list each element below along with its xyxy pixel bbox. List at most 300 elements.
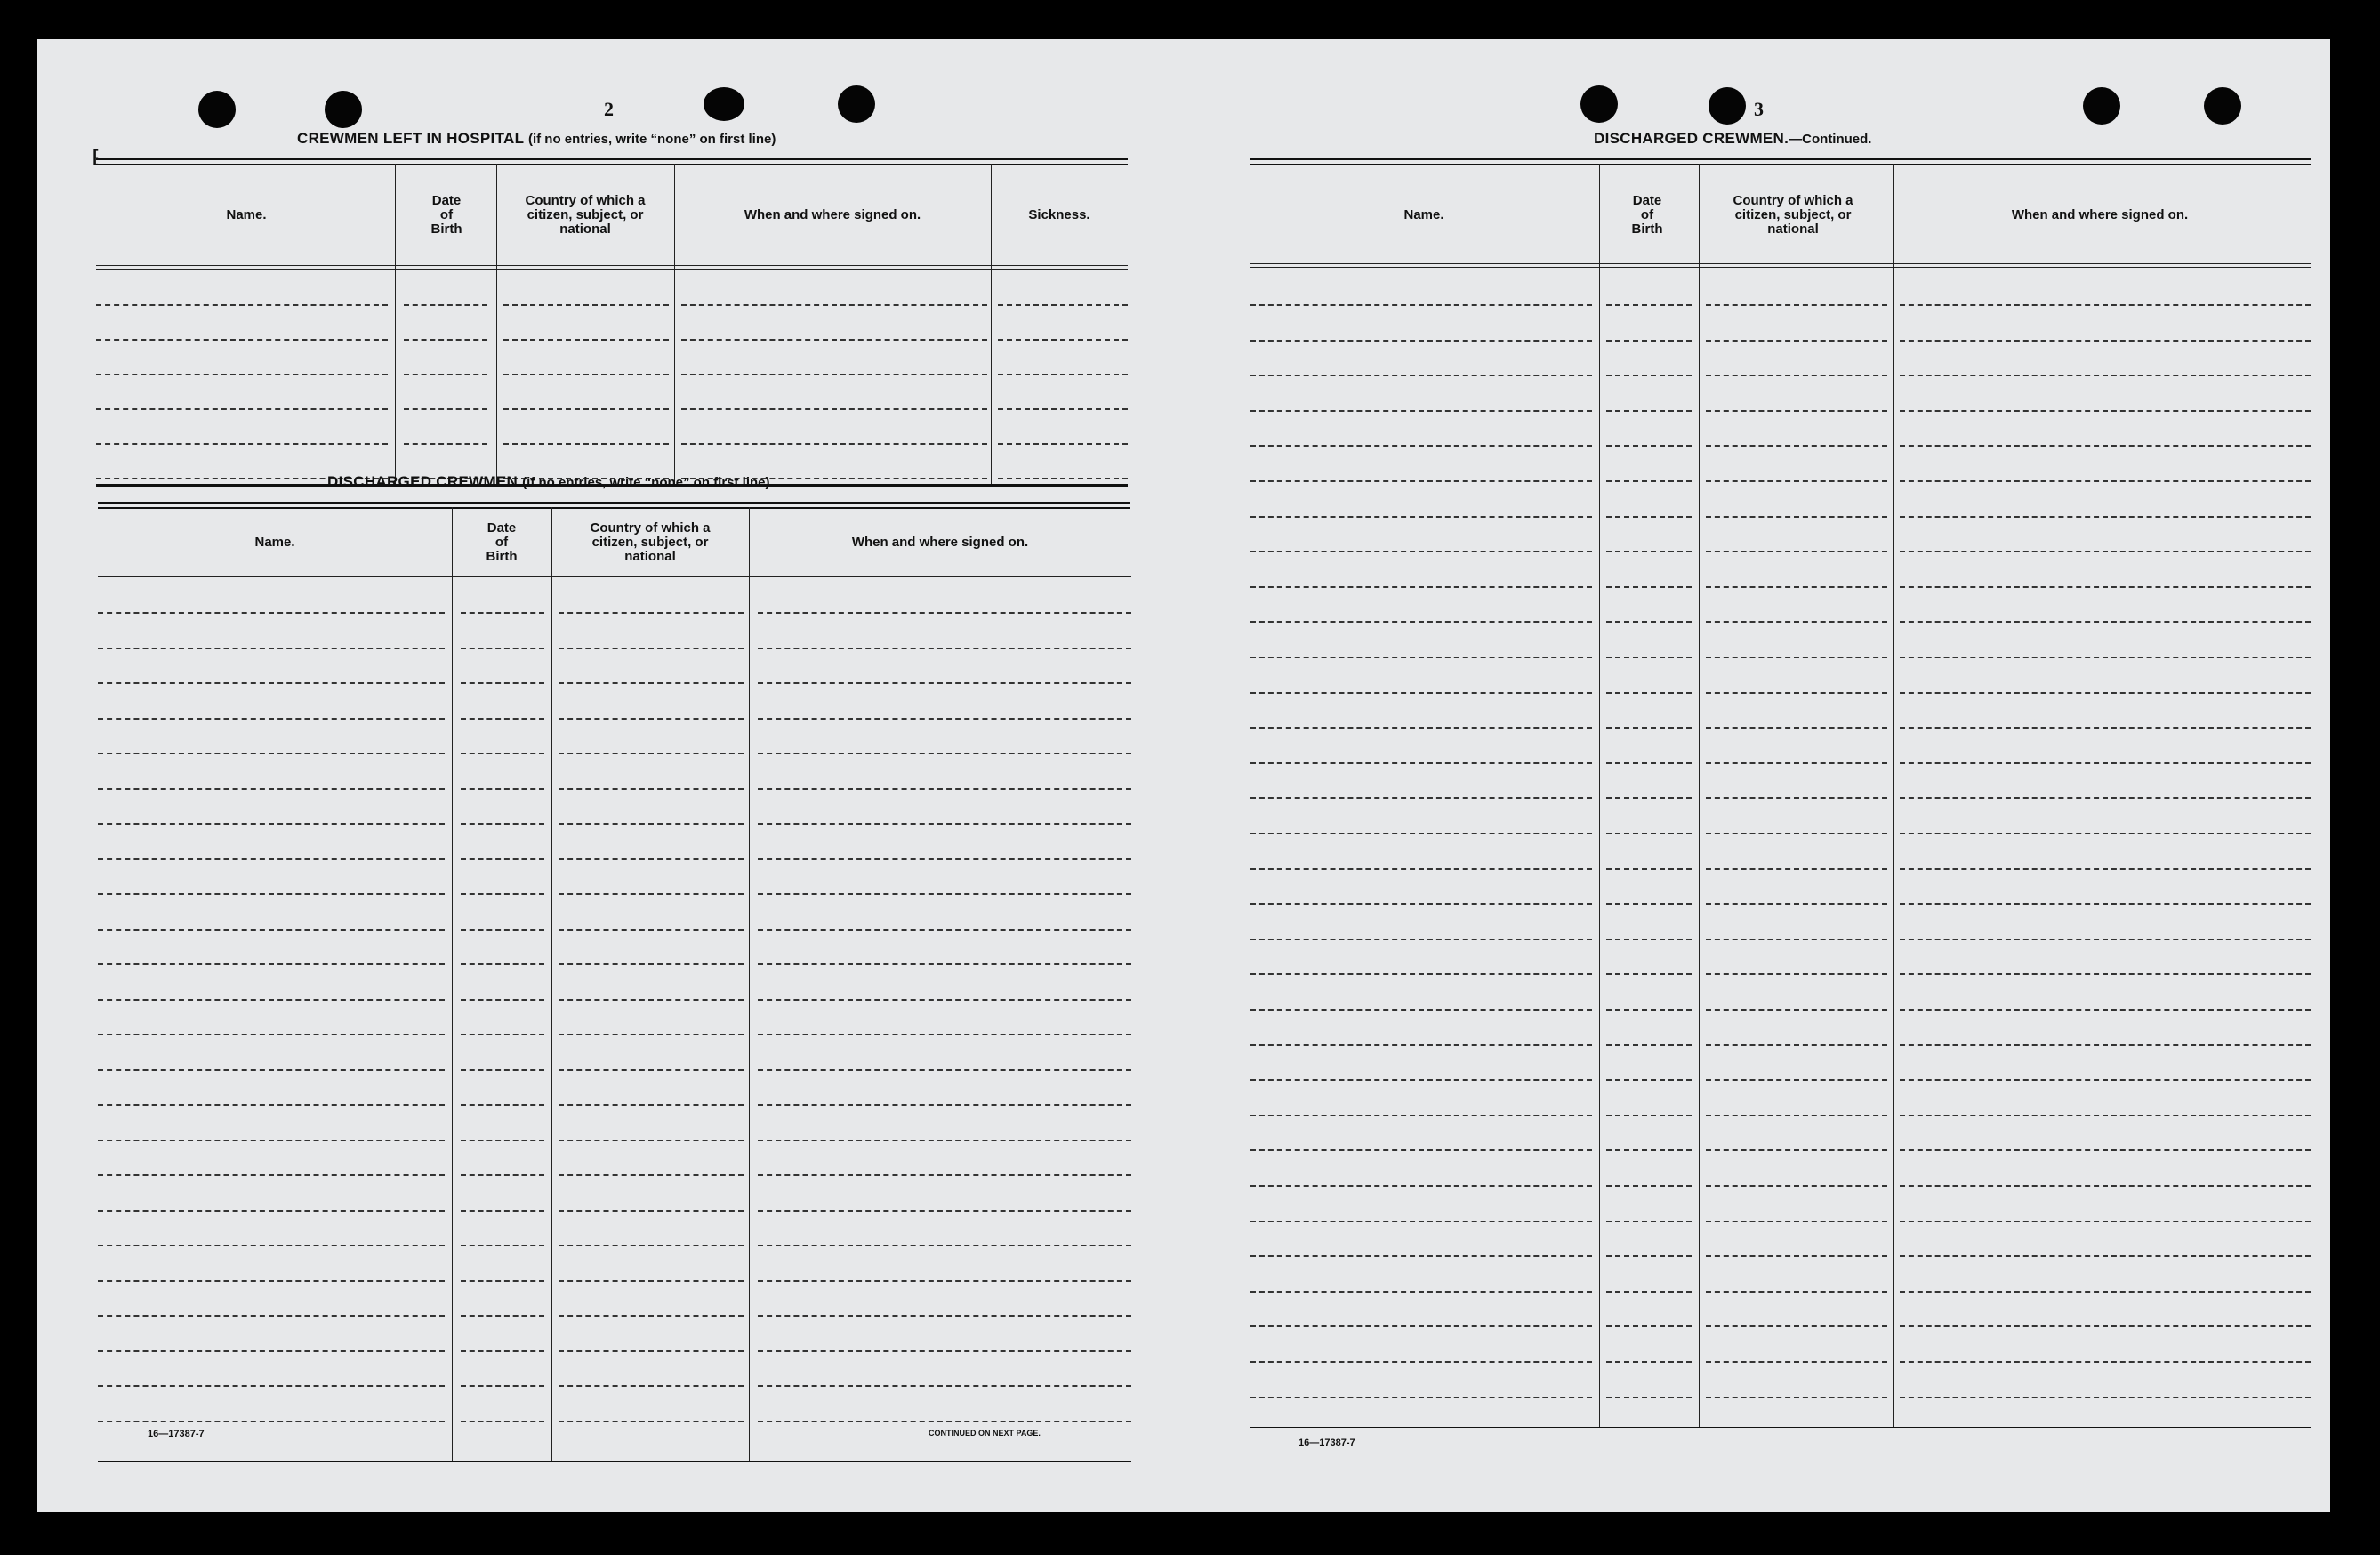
entry-line: [1706, 1044, 1887, 1046]
col-divider: [674, 164, 675, 484]
entry-line: [1900, 1255, 2311, 1257]
entry-line: [1706, 551, 1887, 552]
entry-line: [1606, 833, 1692, 834]
col-divider: [991, 164, 992, 484]
table-bottom-line: [98, 1461, 1131, 1462]
entry-line: [1900, 586, 2311, 588]
entry-line: [1900, 1079, 2311, 1081]
entry-line: [758, 1069, 1131, 1071]
entry-line: [461, 718, 544, 720]
entry-line: [1250, 762, 1592, 764]
entry-line: [1900, 797, 2311, 799]
entry-line: [461, 1350, 544, 1352]
discharged-title-text: DISCHARGED CREWMEN: [327, 473, 519, 490]
entry-line: [461, 1245, 544, 1246]
entry-line: [1900, 1291, 2311, 1293]
entry-line: [96, 408, 388, 410]
entry-line: [98, 682, 445, 684]
entry-line: [758, 893, 1131, 895]
col-divider: [551, 507, 552, 1461]
entry-line: [1250, 1361, 1592, 1363]
entry-line: [98, 858, 445, 860]
entry-line: [559, 893, 744, 895]
entry-line: [461, 1104, 544, 1106]
header-underline: [1250, 267, 2311, 268]
entry-line: [998, 408, 1128, 410]
entry-line: [1250, 797, 1592, 799]
entry-line: [998, 339, 1128, 341]
entry-line: [559, 999, 744, 1001]
entry-line: [1250, 868, 1592, 870]
entry-line: [559, 929, 744, 931]
entry-line: [461, 753, 544, 754]
header-underline: [96, 265, 1128, 266]
entry-line: [559, 648, 744, 649]
entry-line: [461, 1315, 544, 1317]
entry-line: [98, 1210, 445, 1212]
entry-line: [404, 304, 487, 306]
entry-line: [1900, 1325, 2311, 1327]
entry-line: [758, 612, 1131, 614]
entry-line: [461, 1140, 544, 1141]
entry-line: [1900, 692, 2311, 694]
entry-line: [1250, 1044, 1592, 1046]
entry-line: [1250, 1221, 1592, 1222]
entry-line: [96, 443, 388, 445]
entry-line: [1706, 1149, 1887, 1151]
entry-line: [758, 753, 1131, 754]
entry-line: [1706, 657, 1887, 658]
entry-line: [758, 963, 1131, 965]
entry-line: [1706, 375, 1887, 376]
entry-line: [998, 443, 1128, 445]
entry-line: [1250, 727, 1592, 729]
entry-line: [1706, 833, 1887, 834]
entry-line: [98, 612, 445, 614]
entry-line: [1250, 1115, 1592, 1116]
entry-line: [1606, 410, 1692, 412]
discharged-table-right: [1250, 164, 2311, 1471]
entry-line: [1606, 1291, 1692, 1293]
entry-line: [1900, 304, 2311, 306]
entry-line: [1706, 410, 1887, 412]
entry-line: [559, 1104, 744, 1106]
entry-line: [98, 1245, 445, 1246]
entry-line: [559, 1315, 744, 1317]
entry-line: [1900, 1185, 2311, 1187]
entry-line: [758, 999, 1131, 1001]
entry-line: [1900, 1149, 2311, 1151]
entry-line: [98, 999, 445, 1001]
entry-line: [681, 339, 987, 341]
entry-line: [758, 858, 1131, 860]
entry-line: [461, 1034, 544, 1035]
entry-line: [1706, 586, 1887, 588]
entry-line: [461, 1385, 544, 1387]
entry-line: [1606, 939, 1692, 940]
entry-line: [1606, 1221, 1692, 1222]
entry-line: [461, 823, 544, 825]
entry-line: [503, 443, 669, 445]
entry-line: [1706, 1115, 1887, 1116]
entry-line: [1900, 445, 2311, 447]
col-header-country: Country of which a citizen, subject, or national: [1733, 193, 1853, 237]
entry-line: [404, 408, 487, 410]
entry-line: [98, 1280, 445, 1282]
discharged-section-title: [327, 473, 770, 491]
entry-line: [1706, 304, 1887, 306]
entry-line: [1900, 657, 2311, 658]
col-header-sickness: Sickness.: [1028, 207, 1090, 222]
entry-line: [758, 1315, 1131, 1317]
entry-line: [1706, 1397, 1887, 1398]
entry-line: [1900, 375, 2311, 376]
entry-line: [1606, 1255, 1692, 1257]
entry-line: [1706, 445, 1887, 447]
header-underline: [98, 576, 1131, 577]
entry-line: [1250, 833, 1592, 834]
entry-line: [1900, 340, 2311, 342]
entry-line: [559, 612, 744, 614]
entry-line: [559, 1034, 744, 1035]
entry-line: [98, 1350, 445, 1352]
entry-line: [1606, 1361, 1692, 1363]
entry-line: [559, 1421, 744, 1422]
entry-line: [1900, 1221, 2311, 1222]
col-header-signed-on: When and where signed on.: [851, 535, 1029, 550]
entry-line: [758, 1385, 1131, 1387]
hospital-title-text: CREWMEN LEFT IN HOSPITAL: [297, 130, 524, 147]
entry-line: [404, 339, 487, 341]
entry-line: [758, 1421, 1131, 1422]
entry-line: [998, 374, 1128, 375]
entry-line: [1706, 939, 1887, 940]
entry-line: [1706, 973, 1887, 975]
col-divider: [395, 164, 396, 484]
entry-line: [461, 858, 544, 860]
entry-line: [559, 1174, 744, 1176]
continued-note: CONTINUED ON NEXT PAGE.: [929, 1429, 1041, 1438]
col-header-signed-on: When and where signed on.: [2011, 207, 2189, 222]
entry-line: [559, 788, 744, 790]
entry-line: [1900, 1115, 2311, 1116]
entry-line: [758, 788, 1131, 790]
col-header-signed-on: When and where signed on.: [744, 207, 921, 222]
entry-line: [1606, 516, 1692, 518]
entry-line: [1706, 1361, 1887, 1363]
entry-line: [559, 823, 744, 825]
entry-line: [503, 339, 669, 341]
entry-line: [1900, 939, 2311, 940]
entry-line: [681, 374, 987, 375]
entry-line: [1900, 727, 2311, 729]
entry-line: [681, 443, 987, 445]
discharged-table-left: [98, 507, 1131, 1468]
entry-line: [559, 858, 744, 860]
entry-line: [559, 1385, 744, 1387]
entry-line: [1606, 304, 1692, 306]
entry-line: [1250, 304, 1592, 306]
entry-line: [98, 718, 445, 720]
entry-line: [559, 1245, 744, 1246]
hospital-title-note: (if no entries, write “none” on first line): [527, 132, 776, 147]
entry-line: [1706, 1009, 1887, 1011]
page-number-right: 3: [1754, 98, 1764, 120]
punch-hole: [198, 91, 236, 128]
col-header-name: Name.: [1403, 207, 1444, 222]
entry-line: [758, 648, 1131, 649]
entry-line: [1900, 1397, 2311, 1398]
entry-line: [1706, 516, 1887, 518]
entry-line: [96, 374, 388, 375]
form-number-right: 16—17387-7: [1299, 1438, 1355, 1448]
col-divider: [1599, 164, 1600, 1427]
hospital-section-title: [297, 130, 776, 148]
entry-line: [461, 682, 544, 684]
entry-line: [758, 682, 1131, 684]
discharged-continued-title: [1594, 130, 1871, 148]
entry-line: [1900, 1361, 2311, 1363]
entry-line: [1606, 1009, 1692, 1011]
form-sheet: [37, 39, 2330, 1512]
col-header-date-of-birth: Date of Birth: [486, 520, 518, 564]
entry-line: [1900, 516, 2311, 518]
col-divider: [1893, 164, 1894, 1427]
col-divider: [496, 164, 497, 484]
entry-line: [1606, 903, 1692, 905]
entry-line: [1250, 375, 1592, 376]
entry-line: [1706, 480, 1887, 482]
entry-line: [1250, 1291, 1592, 1293]
entry-line: [1250, 586, 1592, 588]
entry-line: [1900, 868, 2311, 870]
entry-line: [404, 374, 487, 375]
entry-line: [1706, 762, 1887, 764]
entry-line: [1900, 551, 2311, 552]
entry-line: [1250, 551, 1592, 552]
entry-line: [559, 753, 744, 754]
entry-line: [98, 1385, 445, 1387]
entry-line: [758, 718, 1131, 720]
entry-line: [96, 339, 388, 341]
entry-line: [1606, 375, 1692, 376]
entry-line: [1706, 1221, 1887, 1222]
entry-line: [1606, 480, 1692, 482]
entry-line: [1606, 1325, 1692, 1327]
entry-line: [1250, 1255, 1592, 1257]
entry-line: [1606, 973, 1692, 975]
page-number-left: 2: [604, 98, 614, 120]
punch-hole: [2083, 87, 2120, 125]
entry-line: [1706, 340, 1887, 342]
entry-line: [461, 1421, 544, 1422]
entry-line: [1900, 480, 2311, 482]
entry-line: [1250, 1079, 1592, 1081]
entry-line: [461, 612, 544, 614]
entry-line: [1706, 1325, 1887, 1327]
entry-line: [758, 1350, 1131, 1352]
col-header-country: Country of which a citizen, subject, or national: [525, 193, 646, 237]
entry-line: [461, 1280, 544, 1282]
entry-line: [98, 1104, 445, 1106]
entry-line: [1606, 586, 1692, 588]
col-divider: [452, 507, 453, 1461]
entry-line: [1706, 621, 1887, 623]
entry-line: [1250, 621, 1592, 623]
entry-line: [1606, 1397, 1692, 1398]
entry-line: [1706, 868, 1887, 870]
entry-line: [758, 1034, 1131, 1035]
entry-line: [559, 1280, 744, 1282]
entry-line: [1900, 410, 2311, 412]
entry-line: [1250, 1149, 1592, 1151]
entry-line: [1900, 1044, 2311, 1046]
entry-line: [1606, 1185, 1692, 1187]
entry-line: [98, 1140, 445, 1141]
entry-line: [98, 929, 445, 931]
entry-line: [758, 1245, 1131, 1246]
entry-line: [1706, 727, 1887, 729]
entry-line: [1606, 1044, 1692, 1046]
entry-line: [461, 963, 544, 965]
entry-line: [1900, 1009, 2311, 1011]
col-header-name: Name.: [226, 207, 267, 222]
entry-line: [758, 1174, 1131, 1176]
entry-line: [1250, 1397, 1592, 1398]
entry-line: [559, 963, 744, 965]
entry-line: [1706, 1079, 1887, 1081]
entry-line: [1706, 797, 1887, 799]
entry-line: [461, 893, 544, 895]
entry-line: [1250, 903, 1592, 905]
punch-hole: [704, 87, 744, 121]
entry-line: [1250, 657, 1592, 658]
entry-line: [461, 1069, 544, 1071]
header-underline: [96, 269, 1128, 270]
entry-line: [461, 999, 544, 1001]
entry-line: [1706, 1255, 1887, 1257]
punch-hole: [2204, 87, 2241, 125]
entry-line: [758, 929, 1131, 931]
entry-line: [559, 1350, 744, 1352]
entry-line: [1706, 692, 1887, 694]
entry-line: [1900, 621, 2311, 623]
entry-line: [1250, 692, 1592, 694]
entry-line: [559, 682, 744, 684]
entry-line: [1606, 1149, 1692, 1151]
entry-line: [1606, 868, 1692, 870]
entry-line: [503, 408, 669, 410]
entry-line: [1900, 833, 2311, 834]
entry-line: [98, 753, 445, 754]
entry-line: [1606, 1115, 1692, 1116]
col-header-name: Name.: [254, 535, 295, 550]
entry-line: [98, 823, 445, 825]
hospital-table: [96, 164, 1128, 489]
entry-line: [681, 304, 987, 306]
entry-line: [98, 648, 445, 649]
col-header-date-of-birth: Date of Birth: [430, 193, 462, 237]
entry-line: [98, 1421, 445, 1422]
entry-line: [1606, 797, 1692, 799]
entry-line: [559, 1140, 744, 1141]
entry-line: [758, 1210, 1131, 1212]
entry-line: [1606, 1079, 1692, 1081]
entry-line: [1250, 410, 1592, 412]
header-underline: [1250, 263, 2311, 264]
entry-line: [1606, 621, 1692, 623]
entry-line: [96, 304, 388, 306]
entry-line: [1250, 480, 1592, 482]
entry-line: [1900, 762, 2311, 764]
entry-line: [98, 1315, 445, 1317]
entry-line: [461, 788, 544, 790]
entry-line: [503, 304, 669, 306]
entry-line: [1250, 445, 1592, 447]
table-bottom-line: [1250, 1427, 2311, 1428]
entry-line: [1250, 516, 1592, 518]
entry-line: [1606, 727, 1692, 729]
entry-line: [758, 1280, 1131, 1282]
entry-line: [1250, 1185, 1592, 1187]
entry-line: [1606, 551, 1692, 552]
entry-line: [1606, 692, 1692, 694]
entry-line: [559, 1069, 744, 1071]
discharged-continued-title-text: DISCHARGED CREWMEN.: [1594, 130, 1789, 147]
col-header-date-of-birth: Date of Birth: [1631, 193, 1663, 237]
entry-line: [98, 1069, 445, 1071]
entry-line: [98, 1034, 445, 1035]
punch-hole: [838, 85, 875, 123]
entry-line: [461, 1174, 544, 1176]
entry-line: [503, 374, 669, 375]
entry-line: [998, 478, 1128, 479]
entry-line: [98, 788, 445, 790]
discharged-continued-suffix: —Continued.: [1789, 132, 1872, 147]
entry-line: [98, 1174, 445, 1176]
entry-line: [461, 929, 544, 931]
entry-line: [1250, 1009, 1592, 1011]
punch-hole: [1709, 87, 1746, 125]
entry-line: [1900, 903, 2311, 905]
entry-line: [559, 1210, 744, 1212]
entry-line: [1606, 340, 1692, 342]
col-header-country: Country of which a citizen, subject, or national: [590, 520, 711, 564]
entry-line: [559, 718, 744, 720]
discharged-title-note: (if no entries, write “none” on first line): [522, 475, 770, 490]
col-divider: [749, 507, 750, 1461]
entry-line: [1606, 657, 1692, 658]
entry-line: [1250, 1325, 1592, 1327]
entry-line: [98, 893, 445, 895]
entry-line: [1606, 445, 1692, 447]
entry-line: [1706, 1291, 1887, 1293]
entry-line: [461, 1210, 544, 1212]
punch-hole: [1580, 85, 1618, 123]
entry-line: [1706, 903, 1887, 905]
col-divider: [1699, 164, 1700, 1427]
entry-line: [98, 963, 445, 965]
entry-line: [758, 1104, 1131, 1106]
entry-line: [1606, 762, 1692, 764]
entry-line: [681, 408, 987, 410]
entry-line: [998, 304, 1128, 306]
entry-line: [758, 1140, 1131, 1141]
entry-line: [1250, 939, 1592, 940]
bracket-mark: ⁅: [92, 148, 100, 167]
punch-hole: [325, 91, 362, 128]
entry-line: [404, 443, 487, 445]
